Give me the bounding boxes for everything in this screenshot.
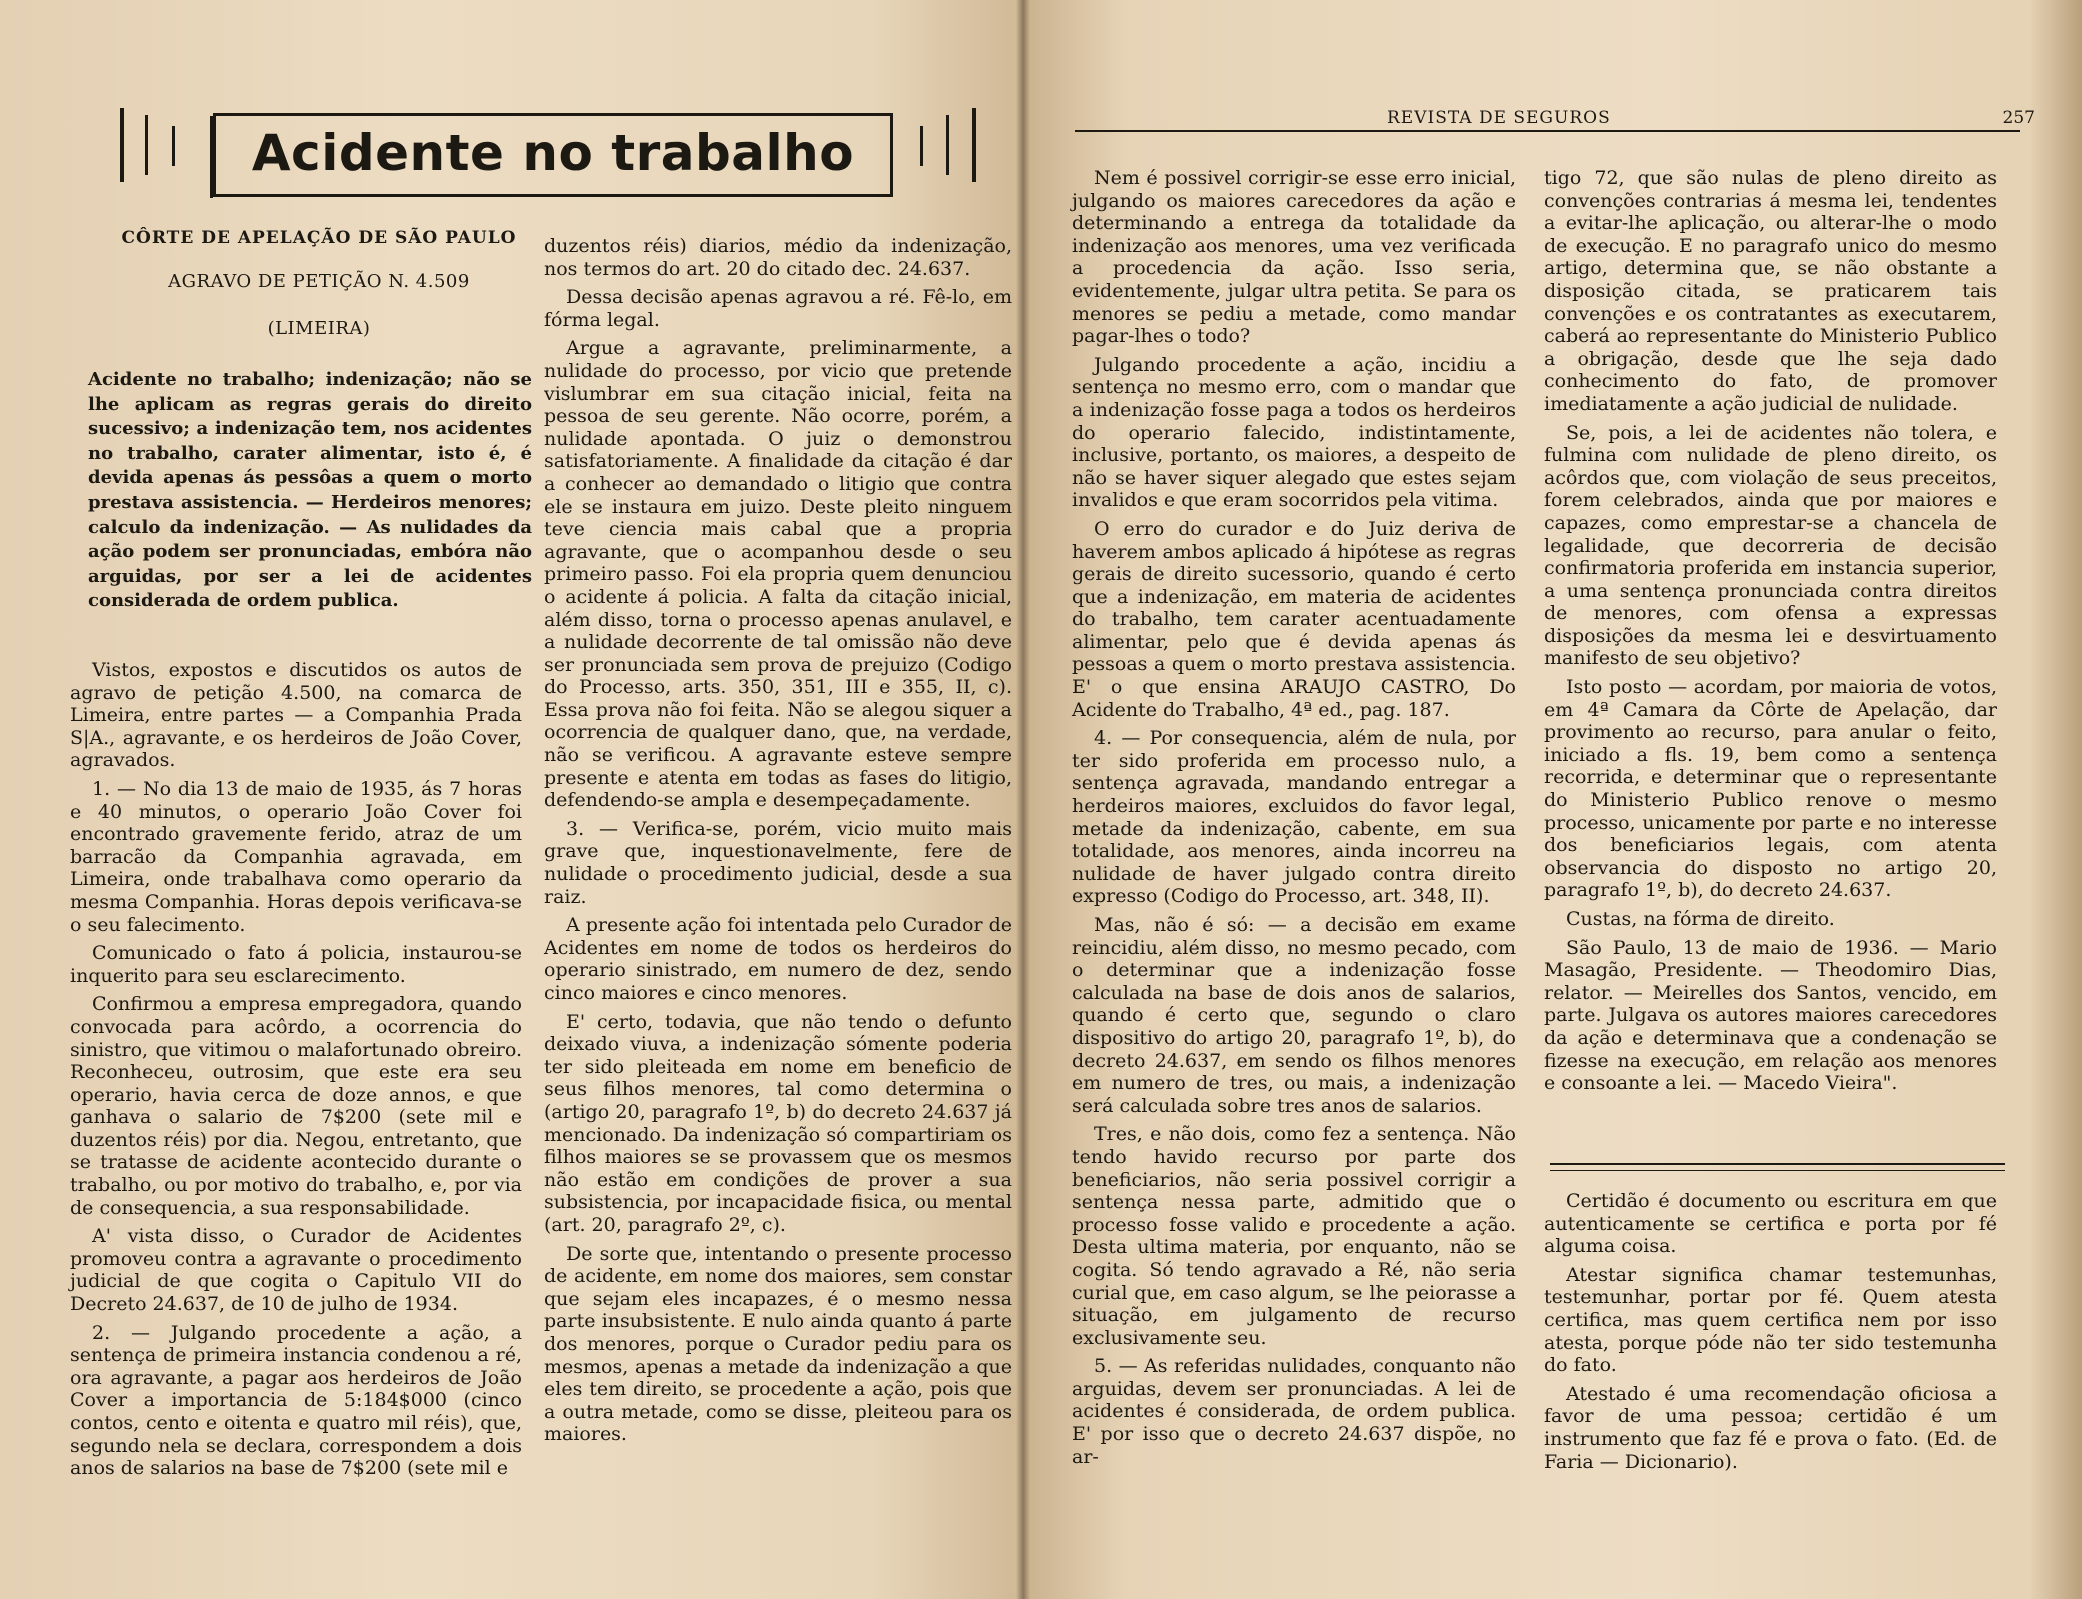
page-number: 257	[2002, 108, 2035, 128]
paragraph: Julgando procedente a ação, incidiu a sentença no mesmo erro, com o mandar que a indenização fosse paga a todos os herdeiros do operario falecido, indistintamente, inclusive, portanto, os maiores, a despeito de não se haver siquer alegado que estes sejam invalidos e que eram socorridos pela vitima.	[1072, 353, 1516, 512]
paragraph: Se, pois, a lei de acidentes não tolera, e fulmina com nulidade de pleno direito, os acôrdos que, com violação de seus preceitos, forem celebrados, ainda que por maiores e capazes, como emprestar-se a chancela de legalidade, que decorreria de decisão confirmatoria proferida em instancia superior, a uma sentença pronunciada contra direitos de menores, com ofensa a expressas disposições da mesma lei e desvirtuamento manifesto de seu objetivo?	[1544, 421, 1997, 670]
running-head	[1075, 108, 2035, 130]
case-summary	[88, 368, 532, 614]
definitions-box	[1544, 1190, 1997, 1479]
paragraph: Tres, e não dois, como fez a sentença. Não tendo havido recurso por parte dos beneficiarios, não seria possivel corrigir a sentença nessa parte, admitido que o processo fosse valido e procedente a ação. Desta ultima materia, por enquanto, não se cogita. Só tendo agravado a Ré, não seria curial que, em caso algum, se lhe peiorasse a situação, em julgamento de recurso exclusivamente seu.	[1072, 1123, 1516, 1349]
ornament-bar	[972, 108, 976, 182]
definition: Atestar significa chamar testemunhas, testemunhar, portar por fé. Quem atesta certifica, mas quem certifica nem por isso atesta, porque póde não ter sido testemunha do fato.	[1544, 1263, 1997, 1377]
paragraph: Custas, na fórma de direito.	[1566, 908, 1835, 930]
ornament-bar	[145, 115, 148, 175]
paragraph: Confirmou a empresa empregadora, quando convocada para acôrdo, a ocorrencia do sinistro, que vitimou o malafortunado obreiro. Reconheceu, outrosim, que este era seu operario, havia cerca de doze annos, e que ganhava o salario de 7$200 (sete mil e duzentos réis) por dia. Negou, entretanto, que se tratasse de acidente acontecido durante o trabalho, ou por motivo do trabalho, e, por via de consequencia, a sua responsabilidade.	[70, 993, 522, 1219]
paragraph: A' vista disso, o Curador de Acidentes promoveu contra a agravante o procedimento judicial de que cogita o Capitulo VII do Decreto 24.637, de 10 de julho de 1934.	[70, 1225, 522, 1316]
paragraph: duzentos réis) diarios, médio da indenização, nos termos do art. 20 do citado dec. 24.637.	[544, 235, 1012, 280]
title-block	[118, 108, 998, 208]
paragraph: De sorte que, intentando o presente processo de acidente, em nome dos maiores, sem constar que sejam eles incapazes, é o mesmo nessa parte insubsistente. E nulo ainda quanto á parte dos menores, porque o Curador pediu para os mesmos, apenas a metade da indenização a que eles tem direito, se procedente a ação, pois que a outra metade, como se disse, pleiteou para os maiores.	[544, 1242, 1012, 1446]
definition: Atestado é uma recomendação oficiosa a favor de uma pessoa; certidão é um instrumento que faz fé e prova o fato. (Ed. de Faria — Dicionario).	[1544, 1382, 1997, 1473]
article-title: Acidente no trabalho	[251, 124, 855, 182]
paragraph: E' certo, todavia, que não tendo o defunto deixado viuva, a indenização sómente poderia ter sido pleiteada em nome em beneficio de seus filhos menores, tal como determina o (artigo 20, paragrafo 1º, b) do decreto 24.637 já mencionado. Da indenização só compartiriam os filhos maiores se se provassem que os mesmos não estão em condições de prover a sua subsistencia, por incapacidade fisica, ou mental (art. 20, paragrafo 2º, c).	[544, 1010, 1012, 1236]
paragraph: 1. — No dia 13 de maio de 1935, ás 7 horas e 40 minutos, o operario João Cover foi encontrado gravemente ferido, atraz de um barracão da Companhia agravada, em Limeira, onde trabalhava como operario da mesma Companhia. Horas depois verificava-se o seu falecimento.	[70, 777, 522, 936]
paragraph: tigo 72, que são nulas de pleno direito as convenções contrarias á mesma lei, tendentes a evitar-lhe aplicação, ou alterar-lhe o modo de execução. E no paragrafo unico do mesmo artigo, determina que, se não obstante a disposição citada, se praticarem tais convenções e os contratantes as executarem, caberá ao representante do Ministerio Publico a obrigação, desde que lhe seja dado conhecimento do fato, de promover imediatamente a ação judicial de nulidade.	[1544, 167, 1997, 415]
page-gutter	[1016, 0, 1030, 1599]
paragraph: 5. — As referidas nulidades, conquanto não arguidas, devem ser pronunciadas. A lei de acidentes é considerada, de ordem publica. E' por isso que o decreto 24.637 dispõe, no ar-	[1072, 1355, 1516, 1468]
column-2	[544, 235, 1012, 1452]
paragraph: A presente ação foi intentada pelo Curador de Acidentes em nome de todos os herdeiros do operario sinistrado, em numero de dez, sendo cinco maiores e cinco menores.	[544, 914, 1012, 1004]
paragraph: Isto posto — acordam, por maioria de votos, em 4ª Camara da Côrte de Apelação, dar provimento ao recurso, para anular o feito, iniciado a fls. 19, bem como a sentença recorrida, e determinar que o representante do Ministerio Publico renove o mesmo processo, unicamente por parte e no interesse dos beneficiarios legais, com atenta observancia do disposto no artigo 20, paragrafo 1º, b), do decreto 24.637.	[1544, 676, 1997, 902]
paragraph: Nem é possivel corrigir-se esse erro inicial, julgando os maiores carecedores da ação e determinando a entrega da totalidade da indenização aos menores, uma vez verificada a procedencia da ação. Isso seria, evidentemente, julgar ultra petita. Se para os menores se pediu a metade, como mandar pagar-lhes o todo?	[1072, 167, 1516, 348]
paragraph: Dessa decisão apenas agravou a ré. Fê-lo, em fórma legal.	[544, 286, 1012, 331]
summary-text: Acidente no trabalho; indenização; não se lhe aplicam as regras gerais do direito sucessivo; a indenização tem, nos acidentes no trabalho, carater alimentar, isto é, é devida apenas ás pessôas a quem o morto prestava assistencia. — Herdeiros menores; calculo da indenização. — As nulidades da ação podem ser pronunciadas, embóra não arguidas, por ser a lei de acidentes considerada de ordem publica.	[88, 369, 532, 612]
column-3	[1072, 167, 1516, 1474]
definition: Certidão é documento ou escritura em que autenticamente se certifica e porta por fé alguma coisa.	[1544, 1190, 1997, 1258]
ornament-bar	[920, 126, 923, 166]
paragraph: Vistos, expostos e discutidos os autos de agravo de petição 4.500, na comarca de Limeira, entre partes — a Companhia Prada S|A., agravante, e os herdeiros de João Cover, agravados.	[70, 659, 522, 772]
case-city: (LIMEIRA)	[267, 318, 371, 339]
header-rule	[1075, 130, 2020, 132]
paragraph: Mas, não é só: — a decisão em exame reincidiu, além disso, no mesmo pecado, com o determinar que a indenização fosse calculada na base de dois anos de salarios, quando é certo que, segundo o claro dispositivo do artigo 20, paragrafo 1º, b), do decreto 24.637, em sendo os filhos menores em numero de tres, ou mais, a indenização será calculada sobre tres anos de salarios.	[1072, 914, 1516, 1117]
paragraph: Comunicado o fato á policia, instaurou-se inquerito para seu esclarecimento.	[70, 942, 522, 987]
paragraph: São Paulo, 13 de maio de 1936. — Mario Masagão, Presidente. — Theodomiro Dias, relator. — Meirelles dos Santos, vencido, em parte. Julgava os autores maiores carecedores da ação e determinava que a condenação se fizesse na execução, em relação aos menores e consoante a lei. — Macedo Vieira".	[1544, 936, 1997, 1095]
column-1	[70, 659, 522, 1486]
paragraph: 2. — Julgando procedente a ação, a sentença de primeira instancia condenou a ré, ora agravante, a pagar aos herdeiros de João Cover a importancia de 5:184$000 (cinco contos, cento e oitenta e quatro mil réis), que, segundo nela se declara, correspondem a dois anos de salarios na base de 7$200 (sete mil e	[70, 1321, 522, 1480]
paragraph: Argue a agravante, preliminarmente, a nulidade do processo, por vicio que pretende vislumbrar em sua citação inicial, feita na pessoa de seu gerente. Não ocorre, porém, a nulidade apontada. O juiz o demonstrou satisfatoriamente. A finalidade da citação é dar a conhecer ao demandado o litigio que contra ele se instaura em juizo. Deste pleito ninguem teve ciencia mais cabal que a propria agravante, que o acompanhou desde o seu primeiro passo. Foi ela propria quem denunciou o acidente á policia. A falta da citação inicial, além disso, torna o processo apenas anulavel, e a nulidade decorrente de tal omissão não deve ser pronunciada sem prova de prejuizo (Codigo do Processo, arts. 350, 351, III e 355, II, c). Essa prova não foi feita. Não se alegou siquer a ocorrencia de qualquer dano, que, na verdade, não se verificou. A agravante esteve sempre presente e atenta em todas as fases do litigio, defendendo-se ampla e desempeçadamente.	[544, 337, 1012, 812]
court-name: CÔRTE DE APELAÇÃO DE SÃO PAULO	[121, 228, 517, 248]
paragraph: O erro do curador e do Juiz deriva de haverem ambos aplicado á hipótese as regras gerais de direito sucessorio, quando é certo que a indenização, em materia de acidentes do trabalho, tem carater acentuadamente alimentar, pelo que é devida apenas ás pessoas a quem o morto prestava assistencia. E' o que ensina ARAUJO CASTRO, Do Acidente do Trabalho, 4ª ed., pag. 187.	[1072, 517, 1516, 721]
left-page	[0, 0, 1023, 1599]
title-box	[213, 113, 893, 197]
ornament-bar	[120, 108, 124, 182]
section-divider	[1550, 1163, 2005, 1171]
ornament-bar	[172, 126, 175, 166]
journal-title: REVISTA DE SEGUROS	[1387, 108, 1611, 128]
ornament-bar	[946, 115, 949, 175]
case-number: AGRAVO DE PETIÇÃO N. 4.509	[168, 271, 470, 292]
column-4	[1544, 167, 1997, 1101]
paragraph: 4. — Por consequencia, além de nula, por ter sido proferida em processo nulo, a sentença agravada, mandando entregar a herdeiros maiores, excluidos do favor legal, metade da indenização, cabente, em sua totalidade, aos menores, ainda incorreu na nulidade de haver julgado contra direito expresso (Codigo do Processo, art. 348, II).	[1072, 727, 1516, 908]
paragraph: 3. — Verifica-se, porém, vicio muito mais grave que, inquestionavelmente, fere de nulidade o procedimento judicial, desde a sua raiz.	[544, 817, 1012, 908]
